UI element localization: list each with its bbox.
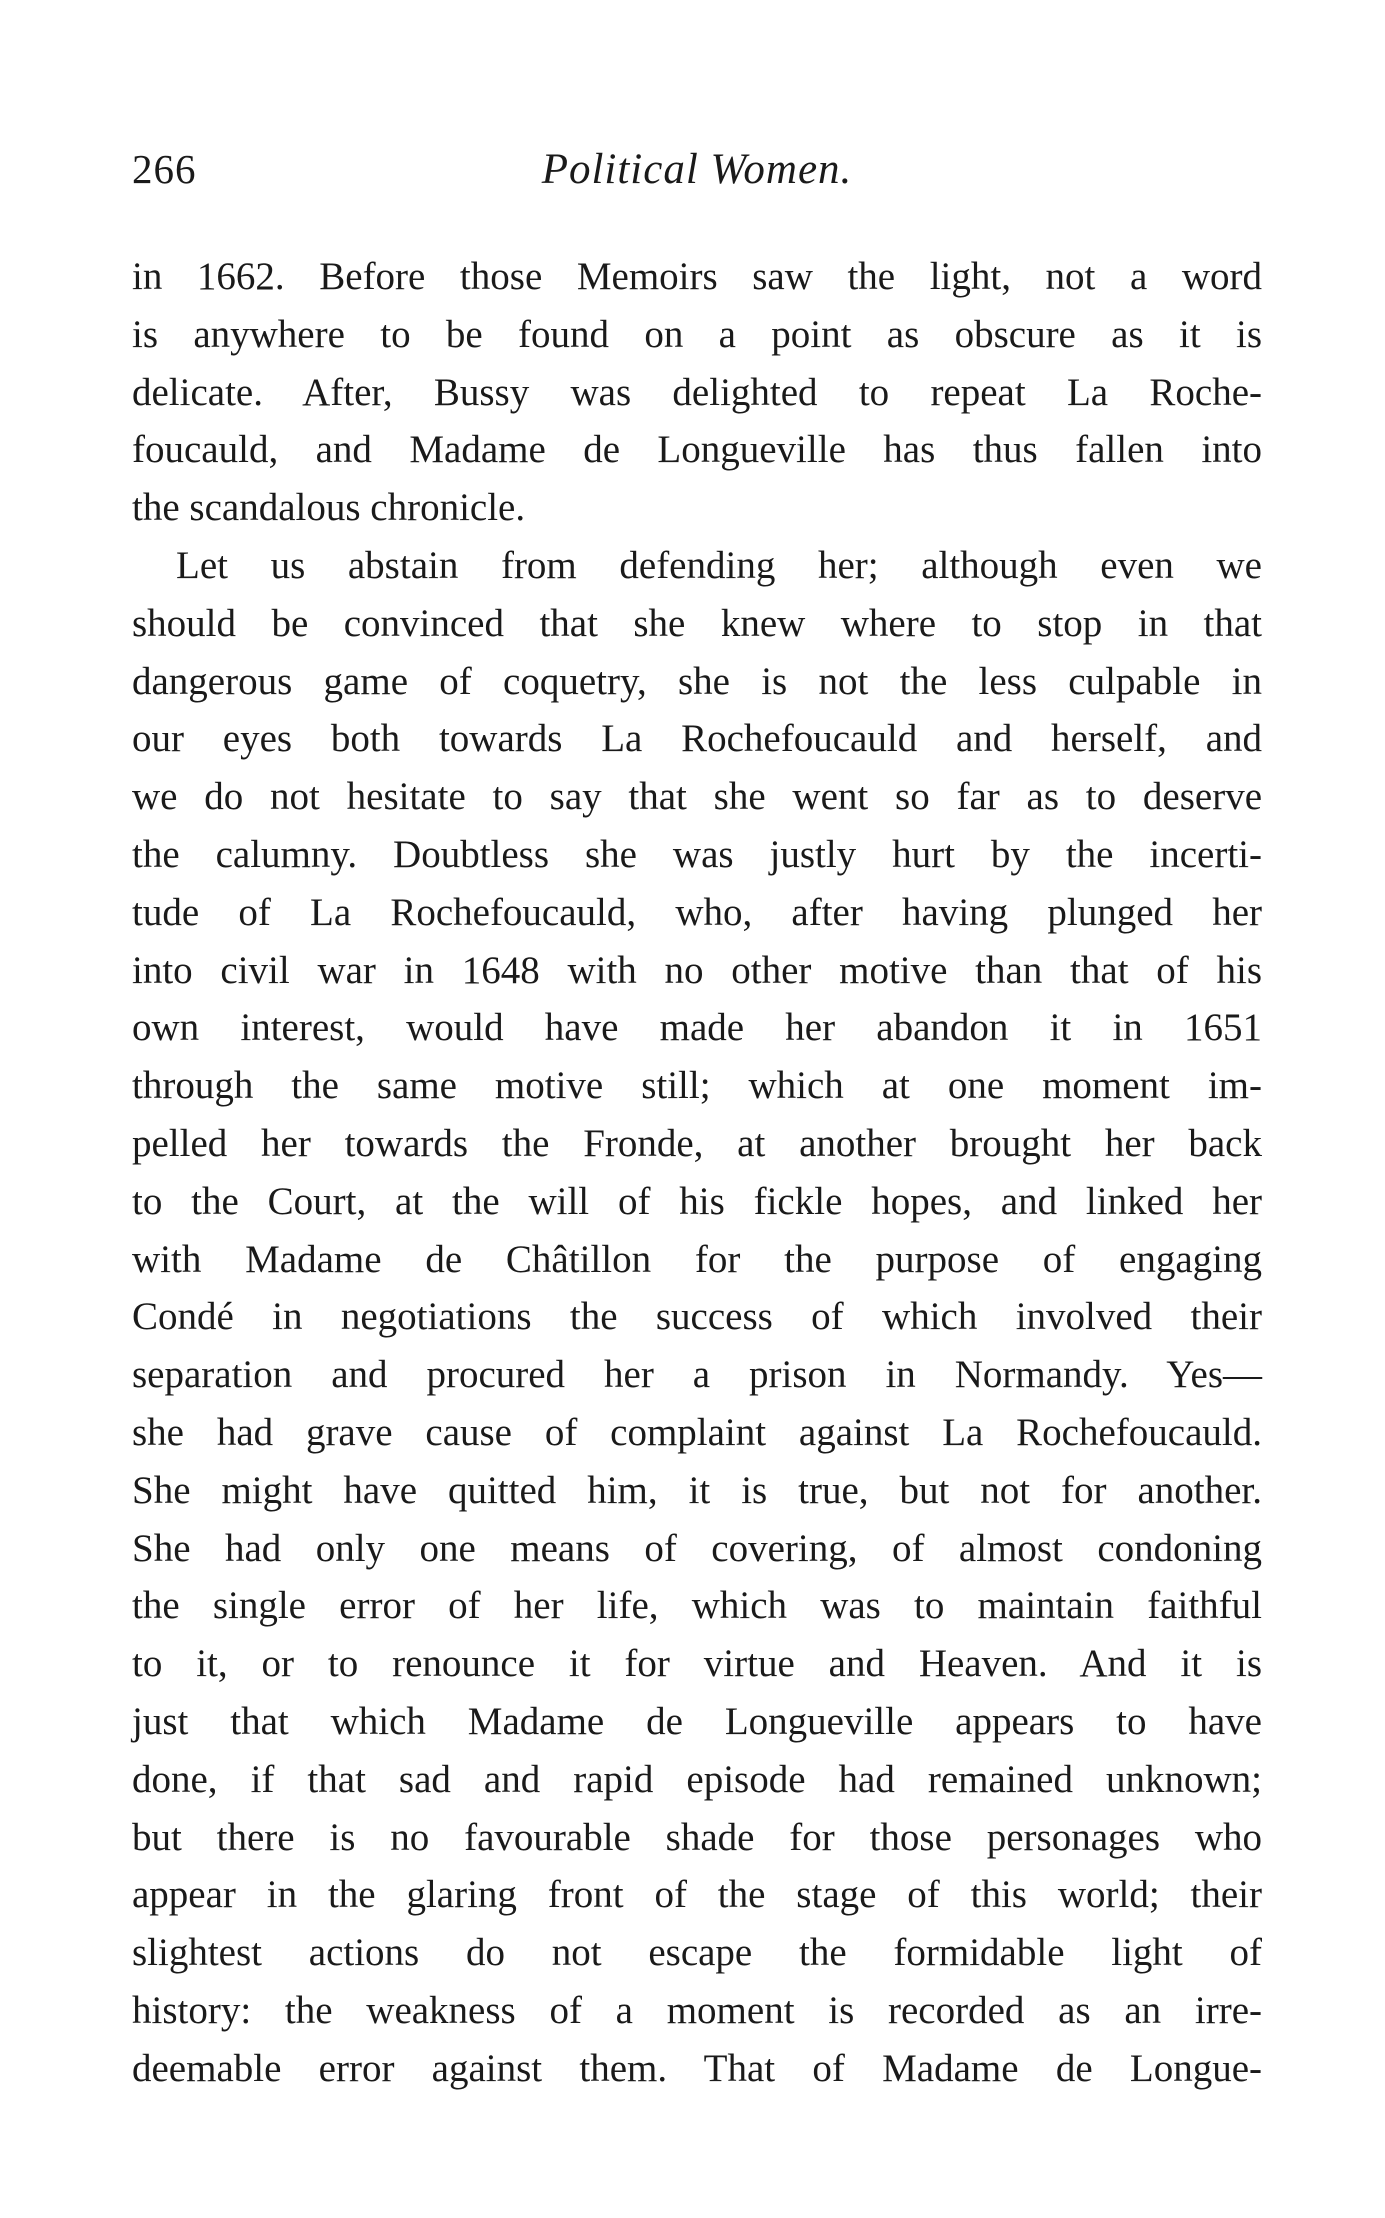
text-line: pelled her towards the Fronde, at another brought her back: [132, 1121, 1262, 1165]
text-line: appear in the glaring front of the stage of this world; their: [132, 1873, 1262, 1917]
text-line: she had grave cause of complaint against La Rochefoucauld.: [132, 1410, 1262, 1454]
text-line: Condé in negotiations the success of which involved their: [132, 1295, 1262, 1339]
text-line: to the Court, at the will of his fickle hopes, and linked her: [132, 1179, 1262, 1223]
text-line: we do not hesitate to say that she went so far as to deserve: [132, 775, 1262, 819]
text-line: She had only one means of covering, of almost condoning: [132, 1526, 1262, 1570]
text-line: slightest actions do not escape the formidable light of: [132, 1931, 1262, 1975]
text-line: dangerous game of coquetry, she is not the less culpable in: [132, 659, 1262, 703]
paragraph-end-line: the scandalous chronicle.: [132, 486, 526, 530]
text-line: the single error of her life, which was to maintain faithful: [132, 1584, 1262, 1628]
text-line: tude of La Rochefoucauld, who, after having plunged her: [132, 890, 1262, 934]
text-line: just that which Madame de Longueville appears to have: [132, 1699, 1262, 1743]
running-title: Political Women.: [541, 146, 853, 193]
text-line: the calumny. Doubtless she was justly hurt by the incerti-: [132, 832, 1262, 876]
text-line: own interest, would have made her abandon it in 1651: [132, 1006, 1262, 1050]
text-line: into civil war in 1648 with no other motive than that of his: [132, 948, 1262, 992]
text-line: in 1662. Before those Memoirs saw the light, not a word: [132, 255, 1262, 298]
paragraph-start-line: Let us abstain from defending her; although even we: [176, 543, 1262, 587]
text-line: with Madame de Châtillon for the purpose of engaging: [132, 1237, 1262, 1281]
text-line: our eyes both towards La Rochefoucauld and herself, and: [132, 717, 1262, 761]
text-line: to it, or to renounce it for virtue and Heaven. And it is: [132, 1642, 1262, 1686]
text-line: done, if that sad and rapid episode had remained unknown;: [132, 1757, 1262, 1801]
text-line: through the same motive still; which at one moment im-: [132, 1064, 1262, 1108]
running-head: [132, 145, 1262, 205]
text-line: should be convinced that she knew where to stop in that: [132, 601, 1262, 645]
text-line: but there is no favourable shade for those personages who: [132, 1815, 1262, 1859]
text-line: deemable error against them. That of Madame de Longue-: [132, 2046, 1262, 2090]
page-number: 266: [132, 146, 197, 192]
text-line: She might have quitted him, it is true, but not for another.: [132, 1468, 1262, 1512]
text-line: history: the weakness of a moment is recorded as an irre-: [132, 1988, 1262, 2032]
text-line: foucauld, and Madame de Longueville has thus fallen into: [132, 428, 1262, 472]
text-line: separation and procured her a prison in Normandy. Yes—: [132, 1353, 1262, 1397]
text-line: delicate. After, Bussy was delighted to repeat La Roche-: [132, 370, 1262, 414]
text-line: is anywhere to be found on a point as obscure as it is: [132, 312, 1262, 356]
body-text: [132, 248, 1262, 2098]
